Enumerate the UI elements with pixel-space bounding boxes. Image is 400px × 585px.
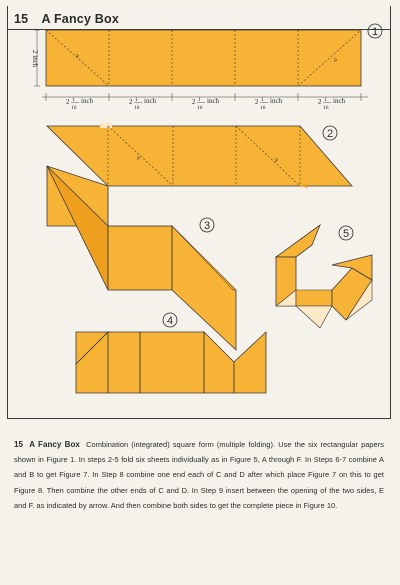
fig1-height-label: 2 inch (31, 50, 39, 68)
svg-text:16: 16 (134, 105, 140, 111)
fig1-fold-label-left: P (76, 54, 80, 60)
svg-text:2: 2 (66, 98, 70, 106)
figure-3 (47, 166, 236, 350)
caption-number: 15 (14, 440, 23, 449)
fig5-number: 5 (342, 228, 350, 240)
fig4-number: 4 (166, 315, 174, 327)
svg-text:inch: inch (270, 97, 283, 105)
svg-text:16: 16 (197, 105, 203, 111)
svg-text:16: 16 (323, 105, 329, 111)
svg-text:1: 1 (324, 97, 327, 103)
svg-text:16: 16 (260, 105, 266, 111)
svg-text:inch: inch (144, 97, 157, 105)
svg-text:inch: inch (207, 97, 220, 105)
svg-text:1: 1 (135, 97, 138, 103)
caption-text: Combination (integrated) square form (multiple folding). Use the six rectangular papers shown in Figure 1. In steps 2-5 fold six sheets individually as in Figure 5, A through F. In Steps 6-7 combine A and B to get Figure 7. In Step 8 combine one end each of C and D after which place Figure 7 on this to get Figure 8. Then combine the other ends of C and D. In Step 9 insert between the opening of the two sides, E and F. as indicated by arrow. And then combine both sides to get the complete piece in Figure 10. (14, 440, 384, 510)
fig2-paper (47, 126, 352, 186)
svg-text:inch: inch (81, 97, 94, 105)
fig1-paper (46, 30, 361, 86)
project-number: 15 (14, 12, 29, 26)
fig2-fold-label-left: P (137, 156, 141, 162)
figure-4 (76, 313, 266, 393)
svg-text:16: 16 (71, 105, 77, 111)
svg-text:1: 1 (72, 97, 75, 103)
svg-text:1: 1 (198, 97, 201, 103)
figure-5 (276, 225, 372, 328)
width-label-5 (318, 97, 346, 111)
width-label-2 (129, 97, 157, 111)
svg-text:1: 1 (261, 97, 264, 103)
svg-text:inch: inch (333, 97, 346, 105)
caption-title: A Fancy Box (29, 440, 80, 449)
fig1-fold-label-right: P (334, 58, 338, 64)
width-label-4 (255, 97, 283, 111)
svg-text:2: 2 (129, 98, 133, 106)
project-title: A Fancy Box (41, 12, 119, 26)
fig1-width-labels (66, 97, 346, 111)
svg-text:2: 2 (318, 98, 322, 106)
svg-text:2: 2 (192, 98, 196, 106)
figure-1 (31, 24, 382, 111)
figure-2 (47, 123, 352, 188)
fig2-number: 2 (326, 128, 334, 140)
width-label-3 (192, 97, 220, 111)
fig2-fold-label-right: P (275, 158, 279, 164)
width-label-1 (66, 97, 94, 111)
fig1-number: 1 (371, 26, 379, 38)
svg-text:2: 2 (255, 98, 259, 106)
fig3-number: 3 (203, 220, 211, 232)
instruction-caption (14, 437, 384, 513)
